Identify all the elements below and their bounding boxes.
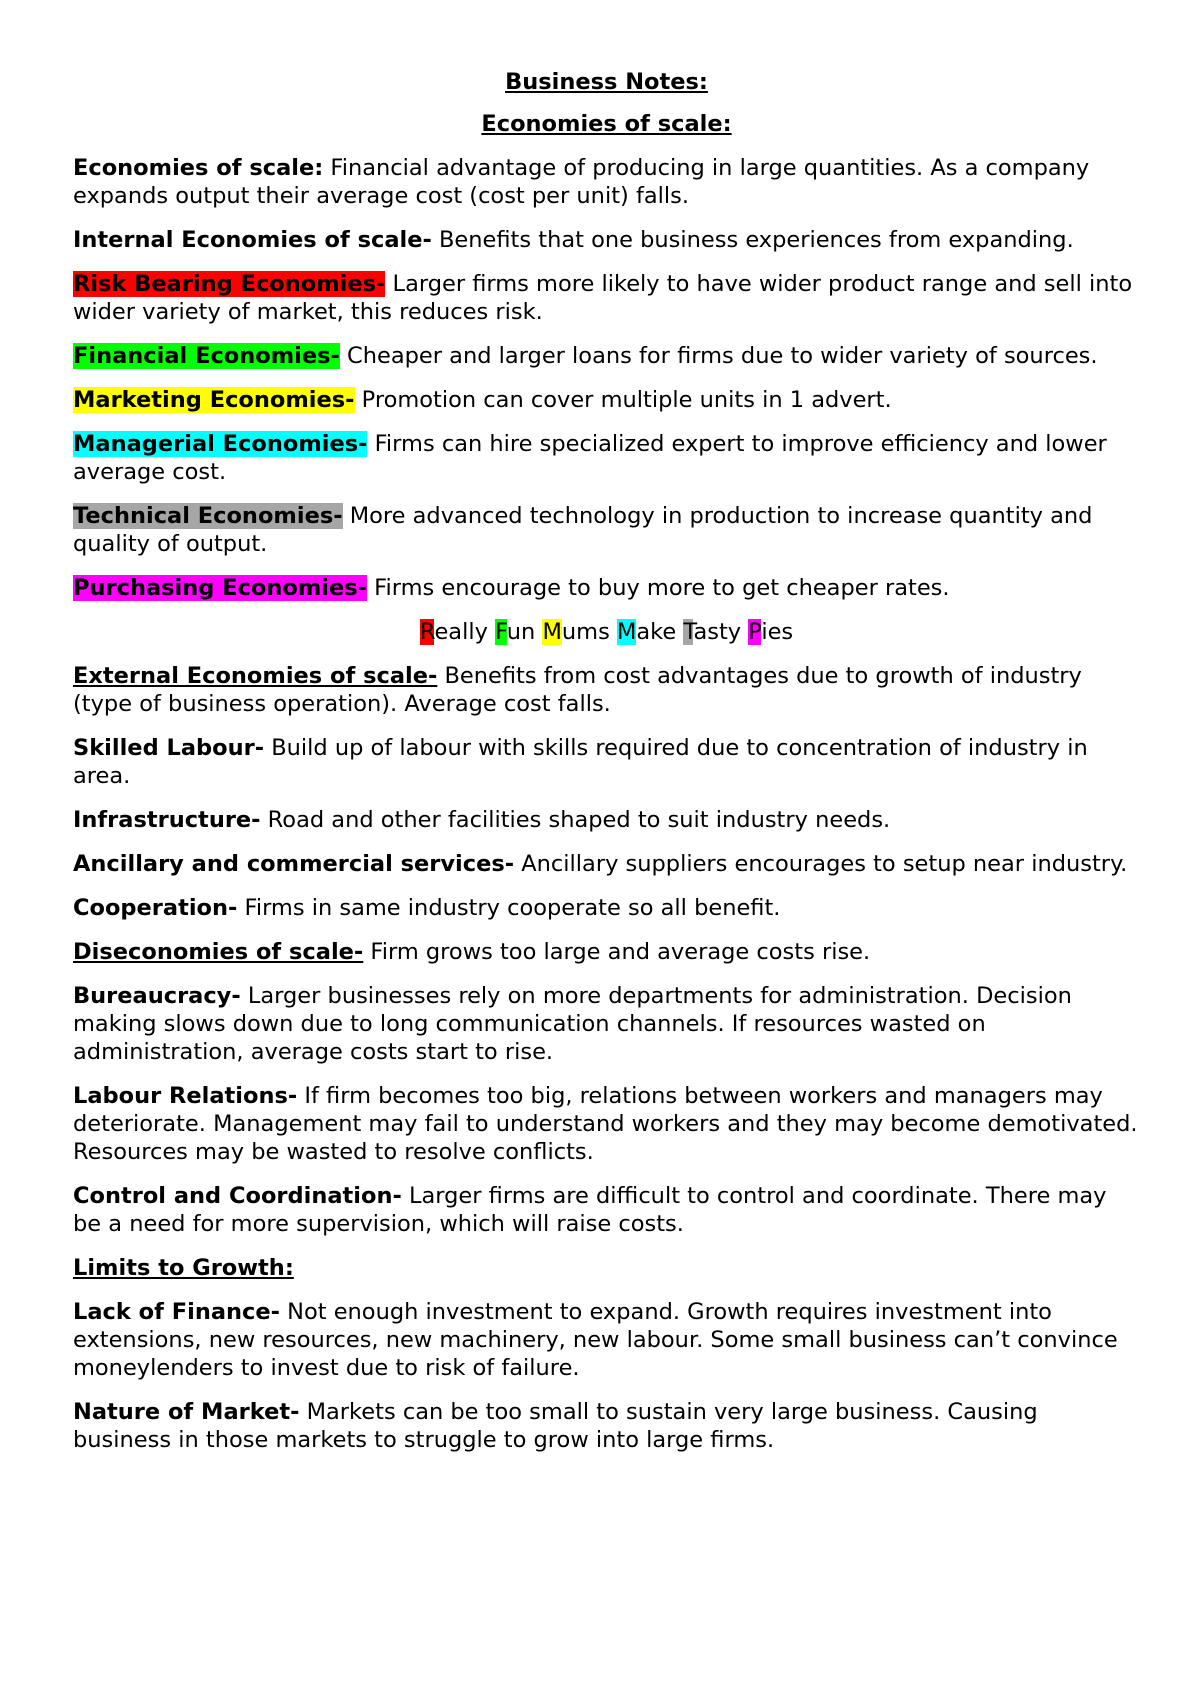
definition: Road and other facilities shaped to suit industry needs. — [260, 807, 891, 833]
entry-external-economies — [73, 662, 1140, 718]
term-highlight-gray: Technical Economies- — [73, 503, 343, 529]
mnemonic-word-rest: ies — [761, 619, 794, 645]
term: Diseconomies of scale- — [73, 939, 364, 965]
definition: Promotion can cover multiple units in 1 advert. — [354, 387, 892, 413]
entry-purchasing — [73, 574, 1140, 602]
term: Skilled Labour- — [73, 735, 265, 761]
definition: More advanced technology in production to increase quantity and quality of output. — [73, 503, 1093, 557]
mnemonic-word-rest: ums — [561, 619, 617, 645]
entry-ancillary — [73, 850, 1140, 878]
definition: Build up of labour with skills required due to concentration of industry in area. — [73, 735, 1088, 789]
definition: Firms in same industry cooperate so all benefit. — [237, 895, 781, 921]
definition: Markets can be too small to sustain very large business. Causing business in those markets to struggle to grow into large firms. — [73, 1399, 1038, 1453]
definition: Cheaper and larger loans for firms due to wider variety of sources. — [339, 343, 1098, 369]
definition: Not enough investment to expand. Growth requires investment into extensions, new resources, new machinery, new labour. Some small business can’t convince moneylenders to invest due to risk of failure. — [73, 1299, 1118, 1381]
entry-lack-of-finance — [73, 1298, 1140, 1382]
definition: Larger businesses rely on more departments for administration. Decision making slows down due to long communication channels. If resources wasted on administration, average costs start to rise. — [73, 983, 1072, 1065]
term: Nature of Market- — [73, 1399, 300, 1425]
entry-internal-economies — [73, 226, 1140, 254]
entry-nature-of-market — [73, 1398, 1140, 1454]
entry-economies-of-scale — [73, 154, 1140, 210]
entry-bureaucracy — [73, 982, 1140, 1066]
entry-skilled-labour — [73, 734, 1140, 790]
definition: Firms can hire specialized expert to improve efficiency and lower average cost. — [73, 431, 1107, 485]
definition: Financial advantage of producing in large quantities. As a company expands output their average cost (cost per unit) falls. — [73, 155, 1090, 209]
definition: Benefits that one business experiences from expanding. — [431, 227, 1074, 253]
definition: Ancillary suppliers encourages to setup near industry. — [514, 851, 1128, 877]
mnemonic-line — [73, 618, 1140, 646]
entry-managerial — [73, 430, 1140, 486]
entry-labour-relations — [73, 1082, 1140, 1166]
term: Infrastructure- — [73, 807, 261, 833]
section-heading-economies-of-scale: Economies of scale: — [481, 111, 732, 137]
term: External Economies of scale- — [73, 663, 438, 689]
entry-control-coordination — [73, 1182, 1140, 1238]
term: Economies of scale: — [73, 155, 324, 181]
entry-infrastructure — [73, 806, 1140, 834]
term-highlight-magenta: Purchasing Economies- — [73, 575, 367, 601]
term-highlight-green: Financial Economies- — [73, 343, 340, 369]
definition: Firm grows too large and average costs rise. — [363, 939, 871, 965]
entry-diseconomies — [73, 938, 1140, 966]
term-highlight-cyan: Managerial Economies- — [73, 431, 368, 457]
definition: If firm becomes too big, relations between workers and managers may deteriorate. Management may fail to understand workers and they may become demotivated. Resources may be wasted to resolve conflicts. — [73, 1083, 1138, 1165]
section-heading-limits-to-growth — [73, 1254, 1140, 1282]
document-title: Business Notes: — [505, 69, 708, 95]
mnemonic-word-rest: asty — [693, 619, 749, 645]
entry-financial — [73, 342, 1140, 370]
mnemonic-word-rest: ake — [636, 619, 684, 645]
term: Bureaucracy- — [73, 983, 241, 1009]
heading-text: Limits to Growth: — [73, 1255, 294, 1281]
mnemonic-letter-m: M — [542, 619, 562, 645]
term: Cooperation- — [73, 895, 238, 921]
mnemonic-letter-f: F — [495, 619, 507, 645]
mnemonic-letter-m: M — [616, 619, 637, 645]
term-highlight-yellow: Marketing Economies- — [73, 387, 355, 413]
term: Ancillary and commercial services- — [73, 851, 515, 877]
definition: Firms encourage to buy more to get cheaper rates. — [367, 575, 950, 601]
entry-risk-bearing — [73, 270, 1140, 326]
entry-technical — [73, 502, 1140, 558]
mnemonic-letter-t: T — [683, 619, 694, 645]
term: Control and Coordination- — [73, 1183, 402, 1209]
mnemonic-letter-r: R — [419, 619, 435, 645]
mnemonic-letter-p: P — [748, 619, 762, 645]
entry-cooperation — [73, 894, 1140, 922]
term: Internal Economies of scale- — [73, 227, 432, 253]
entry-marketing — [73, 386, 1140, 414]
term: Labour Relations- — [73, 1083, 298, 1109]
definition: Larger firms are difficult to control and coordinate. There may be a need for more supervision, which will raise costs. — [73, 1183, 1107, 1237]
mnemonic-word-rest: eally — [434, 619, 496, 645]
mnemonic-word-rest: un — [506, 619, 543, 645]
term-highlight-red: Risk Bearing Economies- — [73, 271, 386, 297]
definition: Larger firms more likely to have wider product range and sell into wider variety of market, this reduces risk. — [73, 271, 1133, 325]
definition: Benefits from cost advantages due to growth of industry (type of business operation). Average cost falls. — [73, 663, 1082, 717]
term: Lack of Finance- — [73, 1299, 280, 1325]
